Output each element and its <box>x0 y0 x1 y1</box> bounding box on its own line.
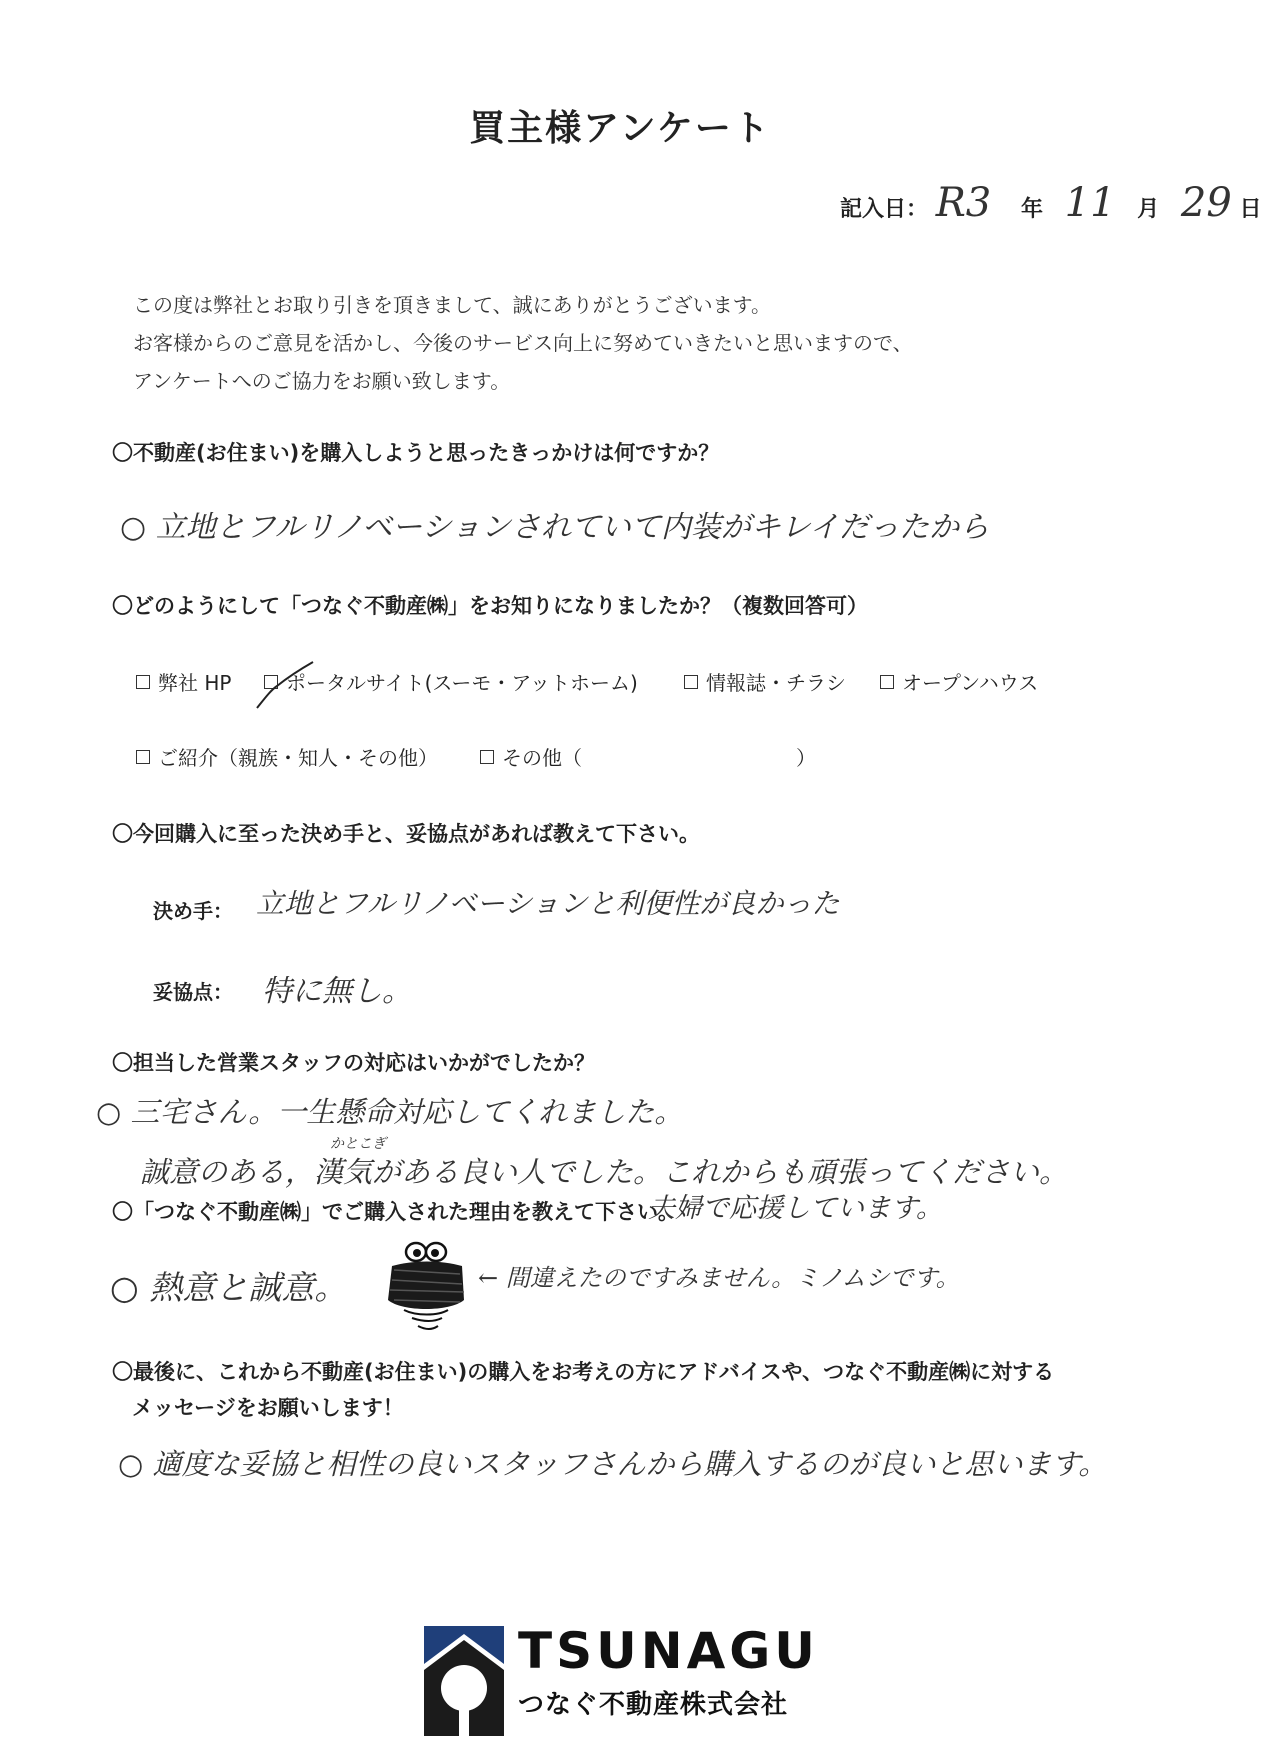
question-5: 〇「つなぐ不動産㈱」でご購入された理由を教えて下さい。 <box>112 1200 679 1224</box>
company-logo-text <box>518 1624 819 1721</box>
option-label: ポータルサイト(スーモ・アットホーム) <box>286 671 638 695</box>
option-label: ご紹介（親族・知人・その他） <box>158 746 438 770</box>
logo-english: TSUNAGU <box>518 1622 819 1680</box>
company-logo-icon <box>424 1626 504 1736</box>
date-era-year: R3 <box>935 180 992 226</box>
date-month: 11 <box>1064 180 1116 226</box>
checkbox[interactable] <box>136 675 150 689</box>
answer-6: ○ 適度な妥協と相性の良いスタッフさんから購入するのが良いと思います。 <box>118 1447 1108 1481</box>
option-label: オープンハウス <box>902 671 1039 695</box>
bagworm-drawing <box>384 1240 468 1338</box>
decision-label: 決め手： <box>153 899 233 923</box>
logo-japanese: つなぐ不動産株式会社 <box>518 1690 789 1720</box>
answer-5-note: ← 間違えたのですみません。ミノムシです。 <box>478 1264 960 1292</box>
checkbox[interactable] <box>480 750 494 764</box>
option-label: 弊社 HP <box>158 671 232 695</box>
date-year-unit: 年 <box>1020 197 1043 222</box>
option-company-hp[interactable] <box>136 667 231 696</box>
checkbox[interactable] <box>684 675 698 689</box>
answer-4-ruby: かとこぎ <box>330 1136 386 1152</box>
answer-1: ○ 立地とフルリノベーションされていて内装がキレイだったから <box>120 510 990 545</box>
option-other[interactable] <box>480 742 582 771</box>
question-6-line-1: 〇最後に、これから不動産(お住まい)の購入をお考えの方にアドバイスや、つなぐ不動産㈱に対する <box>112 1360 1055 1384</box>
date-day: 29 <box>1180 180 1232 226</box>
option-magazine-flyer[interactable] <box>684 667 846 696</box>
date-month-unit: 月 <box>1137 197 1160 222</box>
intro-text <box>133 286 913 400</box>
option-label: その他（ <box>502 746 582 770</box>
date-row <box>840 180 1261 226</box>
answer-4-line-3: 夫婦で応援しています。 <box>648 1193 943 1224</box>
check-mark-icon <box>255 660 315 710</box>
question-6-line-2: メッセージをお願いします！ <box>132 1396 404 1420</box>
intro-line: お客様からのご意見を活かし、今後のサービス向上に努めていきたいと思いますので、 <box>133 331 913 355</box>
date-day-unit: 日 <box>1239 197 1261 222</box>
compromise-label: 妥協点： <box>153 980 233 1004</box>
date-label: 記入日： <box>840 197 929 222</box>
checkbox[interactable] <box>136 750 150 764</box>
question-4: 〇担当した営業スタッフの対応はいかがでしたか？ <box>112 1051 595 1075</box>
page-title: 買主様アンケート <box>469 108 771 149</box>
option-open-house[interactable] <box>880 667 1038 696</box>
option-referral[interactable] <box>136 742 438 771</box>
option-other-close: ） <box>796 746 816 770</box>
option-label: 情報誌・チラシ <box>706 671 846 695</box>
question-3: 〇今回購入に至った決め手と、妥協点があれば教えて下さい。 <box>112 822 700 846</box>
checkbox[interactable] <box>880 675 894 689</box>
answer-4-line-1: ○ 三宅さん。一生懸命対応してくれました。 <box>96 1095 684 1129</box>
option-portal-site[interactable] <box>264 667 638 696</box>
question-1: 〇不動産(お住まい)を購入しようと思ったきっかけは何ですか？ <box>112 441 720 465</box>
intro-line: アンケートへのご協力をお願い致します。 <box>133 369 511 393</box>
compromise-answer: 特に無し。 <box>262 974 412 1009</box>
question-2: 〇どのようにして「つなぐ不動産㈱」をお知りになりましたか？（複数回答可） <box>112 594 868 618</box>
intro-line: この度は弊社とお取り引きを頂きまして、誠にありがとうございます。 <box>133 293 771 317</box>
answer-4-line-2: 誠意のある，漢気がある良い人でした。これからも頑張ってください。 <box>140 1155 1069 1189</box>
decision-answer: 立地とフルリノベーションと利便性が良かった <box>256 887 840 920</box>
answer-5: ○ 熱意と誠意。 <box>110 1268 348 1307</box>
